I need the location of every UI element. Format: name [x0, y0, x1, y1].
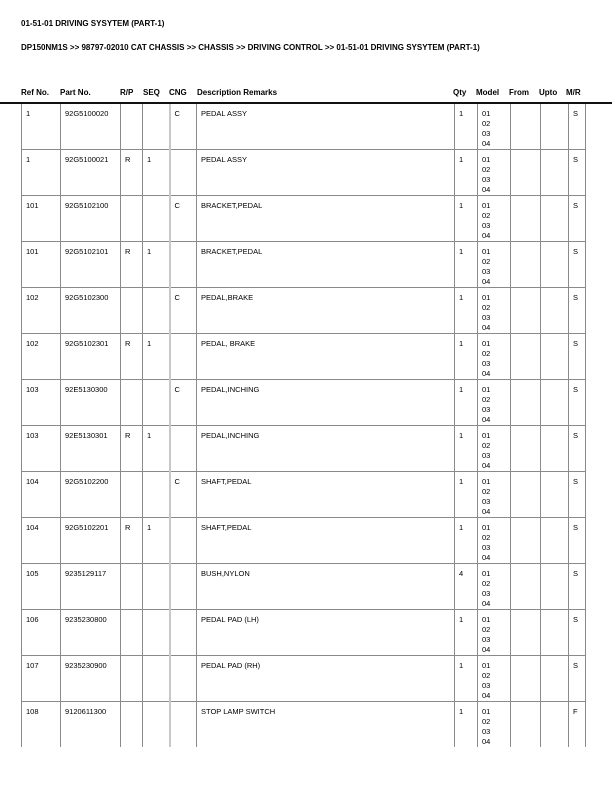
cng-cell	[170, 564, 197, 610]
from-cell	[511, 518, 541, 564]
seq-cell	[143, 656, 170, 702]
seq-cell	[143, 104, 170, 150]
model-code: 01	[482, 247, 491, 256]
seq-cell: 1	[143, 334, 170, 380]
seq-cell	[143, 196, 170, 242]
part-no-cell: 92E5130301	[61, 426, 121, 472]
qty-cell: 1	[455, 656, 478, 702]
qty-cell: 1	[455, 702, 478, 748]
model-cell	[478, 196, 511, 242]
model-code: 01	[482, 477, 491, 486]
ref-no-cell: 103	[22, 426, 61, 472]
description-cell: PEDAL,INCHING	[197, 426, 455, 472]
rp-cell	[121, 702, 143, 748]
model-code: 02	[482, 625, 491, 634]
model-code: 03	[482, 635, 491, 644]
rp-cell	[121, 472, 143, 518]
mr-cell: S	[569, 518, 586, 564]
ref-no-cell: 101	[22, 196, 61, 242]
model-code: 03	[482, 543, 491, 552]
header-description: Description Remarks	[197, 88, 278, 97]
mr-cell: S	[569, 196, 586, 242]
part-no-cell: 92G5102101	[61, 242, 121, 288]
description-cell: PEDAL PAD (LH)	[197, 610, 455, 656]
table-row	[22, 288, 586, 334]
model-code: 01	[482, 293, 491, 302]
model-code: 03	[482, 175, 491, 184]
model-code: 04	[482, 277, 491, 286]
seq-cell: 1	[143, 426, 170, 472]
from-cell	[511, 242, 541, 288]
mr-cell: S	[569, 564, 586, 610]
qty-cell: 1	[455, 150, 478, 196]
model-cell	[478, 472, 511, 518]
mr-cell: S	[569, 472, 586, 518]
model-code: 04	[482, 599, 491, 608]
qty-cell: 1	[455, 242, 478, 288]
seq-cell	[143, 610, 170, 656]
table-header	[0, 88, 612, 100]
mr-cell: S	[569, 104, 586, 150]
table-row	[22, 104, 586, 150]
seq-cell	[143, 564, 170, 610]
cng-cell	[170, 426, 197, 472]
part-no-cell: 9235129117	[61, 564, 121, 610]
model-code: 03	[482, 405, 491, 414]
model-cell	[478, 242, 511, 288]
header-ref-no: Ref No.	[21, 88, 49, 97]
seq-cell	[143, 288, 170, 334]
cng-cell: C	[170, 196, 197, 242]
model-code: 04	[482, 507, 491, 516]
header-cng: CNG	[169, 88, 187, 97]
part-no-cell: 92G5102100	[61, 196, 121, 242]
cng-cell	[170, 610, 197, 656]
rp-cell	[121, 656, 143, 702]
model-cell	[478, 656, 511, 702]
rp-cell	[121, 288, 143, 334]
table-row	[22, 380, 586, 426]
ref-no-cell: 108	[22, 702, 61, 748]
model-code: 02	[482, 211, 491, 220]
model-code: 03	[482, 451, 491, 460]
model-code: 03	[482, 589, 491, 598]
parts-table	[21, 104, 586, 747]
part-no-cell: 9120611300	[61, 702, 121, 748]
ref-no-cell: 1	[22, 104, 61, 150]
qty-cell: 1	[455, 518, 478, 564]
model-code: 03	[482, 497, 491, 506]
model-cell	[478, 564, 511, 610]
table-row	[22, 518, 586, 564]
part-no-cell: 92E5130300	[61, 380, 121, 426]
from-cell	[511, 656, 541, 702]
cng-cell	[170, 242, 197, 288]
description-cell: STOP LAMP SWITCH	[197, 702, 455, 748]
header-mr: M/R	[566, 88, 581, 97]
table-row	[22, 334, 586, 380]
model-code: 04	[482, 323, 491, 332]
table-row	[22, 656, 586, 702]
ref-no-cell: 103	[22, 380, 61, 426]
rp-cell: R	[121, 150, 143, 196]
header-rp: R/P	[120, 88, 134, 97]
model-code: 01	[482, 569, 491, 578]
model-code: 03	[482, 221, 491, 230]
table-row	[22, 196, 586, 242]
model-cell	[478, 288, 511, 334]
upto-cell	[541, 288, 569, 334]
model-code: 02	[482, 349, 491, 358]
mr-cell: S	[569, 242, 586, 288]
upto-cell	[541, 702, 569, 748]
model-code: 04	[482, 553, 491, 562]
mr-cell: S	[569, 610, 586, 656]
model-code: 02	[482, 441, 491, 450]
model-cell	[478, 702, 511, 748]
description-cell: PEDAL PAD (RH)	[197, 656, 455, 702]
from-cell	[511, 426, 541, 472]
rp-cell: R	[121, 518, 143, 564]
mr-cell: S	[569, 334, 586, 380]
rp-cell: R	[121, 334, 143, 380]
header-part-no: Part No.	[60, 88, 91, 97]
model-code: 02	[482, 395, 491, 404]
table-row	[22, 702, 586, 748]
model-code: 03	[482, 267, 491, 276]
seq-cell: 1	[143, 518, 170, 564]
header-from: From	[509, 88, 529, 97]
model-code: 01	[482, 339, 491, 348]
description-cell: SHAFT,PEDAL	[197, 518, 455, 564]
cng-cell	[170, 518, 197, 564]
from-cell	[511, 380, 541, 426]
model-code: 04	[482, 231, 491, 240]
part-no-cell: 92G5100020	[61, 104, 121, 150]
header-model: Model	[476, 88, 500, 97]
ref-no-cell: 104	[22, 518, 61, 564]
model-cell	[478, 334, 511, 380]
description-cell: BUSH,NYLON	[197, 564, 455, 610]
seq-cell: 1	[143, 242, 170, 288]
seq-cell	[143, 380, 170, 426]
part-no-cell: 92G5102300	[61, 288, 121, 334]
part-no-cell: 92G5100021	[61, 150, 121, 196]
model-cell	[478, 610, 511, 656]
table-row	[22, 426, 586, 472]
part-no-cell: 9235230900	[61, 656, 121, 702]
header-qty: Qty	[453, 88, 467, 97]
from-cell	[511, 610, 541, 656]
model-code: 02	[482, 119, 491, 128]
page-title: 01-51-01 DRIVING SYSYTEM (PART-1)	[21, 19, 165, 28]
qty-cell: 1	[455, 610, 478, 656]
description-cell: PEDAL ASSY	[197, 150, 455, 196]
model-code: 03	[482, 313, 491, 322]
model-code: 03	[482, 359, 491, 368]
from-cell	[511, 334, 541, 380]
table-row	[22, 564, 586, 610]
part-no-cell: 92G5102200	[61, 472, 121, 518]
upto-cell	[541, 472, 569, 518]
model-code: 01	[482, 707, 491, 716]
ref-no-cell: 101	[22, 242, 61, 288]
ref-no-cell: 102	[22, 334, 61, 380]
model-code: 03	[482, 129, 491, 138]
model-code: 01	[482, 431, 491, 440]
model-code: 04	[482, 691, 491, 700]
mr-cell: S	[569, 288, 586, 334]
mr-cell: S	[569, 426, 586, 472]
table-row	[22, 150, 586, 196]
model-code: 02	[482, 165, 491, 174]
from-cell	[511, 702, 541, 748]
part-no-cell: 92G5102301	[61, 334, 121, 380]
upto-cell	[541, 380, 569, 426]
description-cell: BRACKET,PEDAL	[197, 196, 455, 242]
from-cell	[511, 196, 541, 242]
qty-cell: 1	[455, 472, 478, 518]
cng-cell	[170, 150, 197, 196]
model-cell	[478, 518, 511, 564]
description-cell: PEDAL ASSY	[197, 104, 455, 150]
cng-cell	[170, 702, 197, 748]
header-upto: Upto	[539, 88, 558, 97]
ref-no-cell: 107	[22, 656, 61, 702]
cng-cell: C	[170, 380, 197, 426]
from-cell	[511, 472, 541, 518]
ref-no-cell: 104	[22, 472, 61, 518]
upto-cell	[541, 518, 569, 564]
part-no-cell: 9235230800	[61, 610, 121, 656]
rp-cell: R	[121, 426, 143, 472]
cng-cell: C	[170, 472, 197, 518]
cng-cell	[170, 334, 197, 380]
model-code: 04	[482, 185, 491, 194]
ref-no-cell: 102	[22, 288, 61, 334]
mr-cell: S	[569, 380, 586, 426]
qty-cell: 1	[455, 426, 478, 472]
model-cell	[478, 380, 511, 426]
qty-cell: 1	[455, 288, 478, 334]
model-code: 04	[482, 645, 491, 654]
rp-cell	[121, 196, 143, 242]
model-code: 02	[482, 487, 491, 496]
from-cell	[511, 104, 541, 150]
model-code: 04	[482, 139, 491, 148]
upto-cell	[541, 196, 569, 242]
seq-cell	[143, 472, 170, 518]
upto-cell	[541, 426, 569, 472]
from-cell	[511, 564, 541, 610]
model-code: 01	[482, 661, 491, 670]
model-cell	[478, 104, 511, 150]
breadcrumb: DP150NM1S >> 98797-02010 CAT CHASSIS >> CHASSIS >> DRIVING CONTROL >> 01-51-01 DRIVING SYSYTEM (PART-1)	[21, 43, 480, 52]
ref-no-cell: 106	[22, 610, 61, 656]
part-no-cell: 92G5102201	[61, 518, 121, 564]
model-code: 01	[482, 155, 491, 164]
description-cell: PEDAL,INCHING	[197, 380, 455, 426]
rp-cell	[121, 104, 143, 150]
qty-cell: 1	[455, 380, 478, 426]
qty-cell: 1	[455, 334, 478, 380]
upto-cell	[541, 564, 569, 610]
seq-cell: 1	[143, 150, 170, 196]
upto-cell	[541, 610, 569, 656]
model-code: 02	[482, 257, 491, 266]
seq-cell	[143, 702, 170, 748]
cng-cell: C	[170, 104, 197, 150]
cng-cell	[170, 656, 197, 702]
rp-cell	[121, 610, 143, 656]
mr-cell: S	[569, 656, 586, 702]
model-code: 03	[482, 681, 491, 690]
model-code: 02	[482, 303, 491, 312]
upto-cell	[541, 150, 569, 196]
description-cell: PEDAL,BRAKE	[197, 288, 455, 334]
upto-cell	[541, 242, 569, 288]
ref-no-cell: 105	[22, 564, 61, 610]
header-seq: SEQ	[143, 88, 160, 97]
table-row	[22, 610, 586, 656]
from-cell	[511, 288, 541, 334]
model-code: 01	[482, 385, 491, 394]
qty-cell: 1	[455, 104, 478, 150]
model-cell	[478, 426, 511, 472]
model-code: 04	[482, 737, 491, 746]
upto-cell	[541, 334, 569, 380]
table-row	[22, 242, 586, 288]
upto-cell	[541, 656, 569, 702]
description-cell: BRACKET,PEDAL	[197, 242, 455, 288]
model-code: 01	[482, 523, 491, 532]
cng-cell: C	[170, 288, 197, 334]
description-cell: SHAFT,PEDAL	[197, 472, 455, 518]
model-code: 03	[482, 727, 491, 736]
model-code: 04	[482, 369, 491, 378]
upto-cell	[541, 104, 569, 150]
description-cell: PEDAL, BRAKE	[197, 334, 455, 380]
model-code: 01	[482, 109, 491, 118]
model-code: 02	[482, 671, 491, 680]
mr-cell: S	[569, 150, 586, 196]
rp-cell: R	[121, 242, 143, 288]
model-code: 02	[482, 533, 491, 542]
mr-cell: F	[569, 702, 586, 748]
qty-cell: 1	[455, 196, 478, 242]
rp-cell	[121, 564, 143, 610]
table-row	[22, 472, 586, 518]
ref-no-cell: 1	[22, 150, 61, 196]
model-code: 04	[482, 461, 491, 470]
model-cell	[478, 150, 511, 196]
model-code: 01	[482, 615, 491, 624]
qty-cell: 4	[455, 564, 478, 610]
rp-cell	[121, 380, 143, 426]
model-code: 01	[482, 201, 491, 210]
model-code: 04	[482, 415, 491, 424]
model-code: 02	[482, 717, 491, 726]
model-code: 02	[482, 579, 491, 588]
from-cell	[511, 150, 541, 196]
